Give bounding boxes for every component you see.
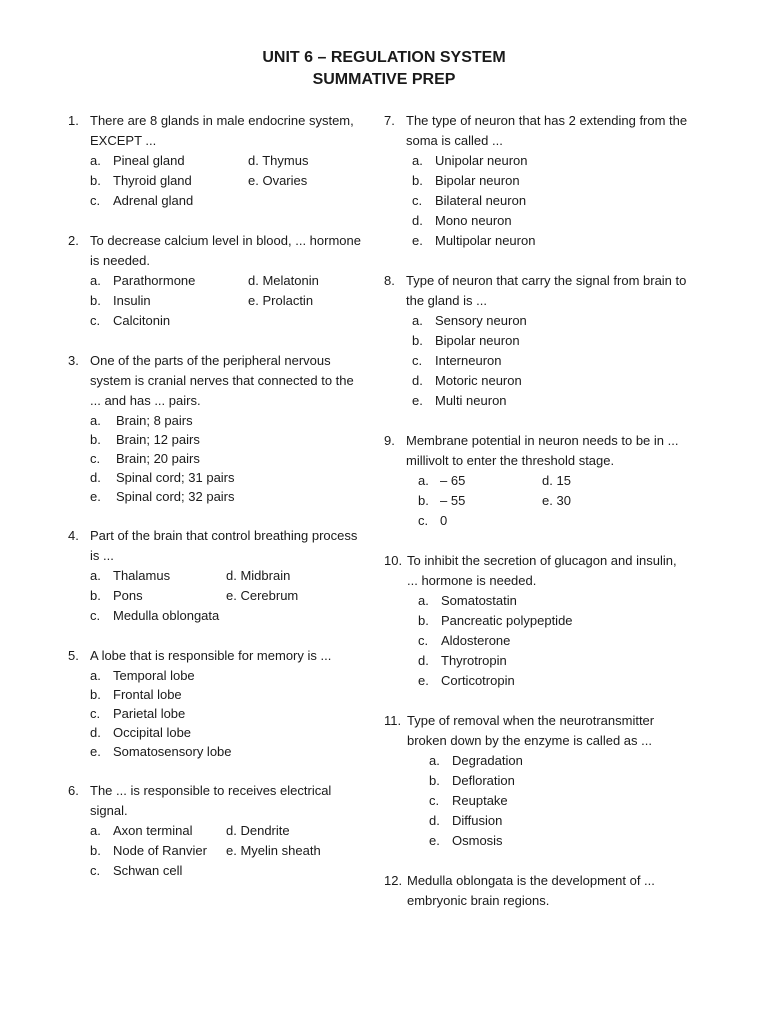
option-text: Multi neuron xyxy=(435,393,507,408)
option-letter: d. xyxy=(412,373,423,388)
option-text: Pancreatic polypeptide xyxy=(441,613,573,628)
option-letter: a. xyxy=(90,273,101,288)
options xyxy=(384,151,689,251)
option-text: Reuptake xyxy=(452,793,508,808)
option-letter: b. xyxy=(418,613,429,628)
question-number: 10. xyxy=(384,553,403,568)
option-letter: a. xyxy=(418,473,429,488)
question-2 xyxy=(68,231,368,331)
option-letter: b. xyxy=(90,432,101,447)
option-text: Corticotropin xyxy=(441,673,515,688)
option-text: Node of Ranvier xyxy=(113,843,207,858)
option-text: Spinal cord; 31 pairs xyxy=(116,470,235,485)
option-text: Motoric neuron xyxy=(435,373,522,388)
option-text: Brain; 8 pairs xyxy=(116,413,193,428)
options xyxy=(68,821,368,881)
question-number: 4. xyxy=(68,528,79,543)
option-letter: b. xyxy=(90,588,101,603)
option-text: Aldosterone xyxy=(441,633,511,648)
options xyxy=(68,411,368,506)
option-text: Frontal lobe xyxy=(113,687,182,702)
question-5 xyxy=(68,646,368,761)
option-letter: e. xyxy=(248,173,259,188)
option-text: Osmosis xyxy=(452,833,503,848)
question-number: 12. xyxy=(384,873,403,888)
option-letter: c. xyxy=(90,193,101,208)
question-text: To inhibit the secretion of glucagon and insulin, ... hormone is needed. xyxy=(407,553,677,588)
option-text: Schwan cell xyxy=(113,863,183,878)
option-letter: d. xyxy=(412,213,423,228)
options xyxy=(68,151,368,211)
option-text: Thyrotropin xyxy=(441,653,507,668)
options xyxy=(384,591,689,691)
option-letter: e. xyxy=(90,744,101,759)
question-12 xyxy=(384,871,689,911)
option-letter: b. xyxy=(412,173,423,188)
option-text: Thalamus xyxy=(113,568,171,583)
option-text: Bipolar neuron xyxy=(435,333,520,348)
option-text: Midbrain xyxy=(240,568,291,583)
option-text: Temporal lobe xyxy=(113,668,195,683)
option-letter: c. xyxy=(90,313,101,328)
option-letter: b. xyxy=(90,687,101,702)
question-text: The ... is responsible to receives electrical signal. xyxy=(90,783,332,818)
option-letter: e. xyxy=(248,293,259,308)
options xyxy=(68,271,368,331)
question-text: Membrane potential in neuron needs to be in ... millivolt to enter the threshold stage. xyxy=(406,433,679,468)
option-text: Parietal lobe xyxy=(113,706,186,721)
option-text: Interneuron xyxy=(435,353,502,368)
option-letter: a. xyxy=(412,313,423,328)
option-letter: a. xyxy=(90,153,101,168)
option-text: Pons xyxy=(113,588,143,603)
question-text: Type of neuron that carry the signal from brain to the gland is ... xyxy=(406,273,687,308)
options xyxy=(384,751,689,851)
question-number: 9. xyxy=(384,433,395,448)
option-letter: b. xyxy=(90,843,101,858)
option-letter: a. xyxy=(429,753,440,768)
option-letter: a. xyxy=(412,153,423,168)
option-letter: c. xyxy=(418,633,429,648)
title-line-1: UNIT 6 – REGULATION SYSTEM xyxy=(262,49,506,66)
option-text: Somatostatin xyxy=(441,593,517,608)
option-text: Sensory neuron xyxy=(435,313,527,328)
question-text: Type of removal when the neurotransmitter broken down by the enzyme is called as ... xyxy=(407,713,655,748)
options xyxy=(384,471,689,531)
option-text: Calcitonin xyxy=(113,313,171,328)
option-text: Spinal cord; 32 pairs xyxy=(116,489,235,504)
option-letter: b. xyxy=(412,333,423,348)
option-text: 0 xyxy=(440,513,448,528)
option-text: Unipolar neuron xyxy=(435,153,528,168)
option-letter: e. xyxy=(412,233,423,248)
option-letter: e. xyxy=(418,673,429,688)
option-letter: d. xyxy=(429,813,440,828)
options xyxy=(68,566,368,626)
option-text: Adrenal gland xyxy=(113,193,194,208)
option-text: Ovaries xyxy=(262,173,308,188)
option-letter: c. xyxy=(90,706,101,721)
option-text: Defloration xyxy=(452,773,515,788)
option-letter: d. xyxy=(248,153,259,168)
option-letter: a. xyxy=(90,568,101,583)
option-text: – 55 xyxy=(440,493,466,508)
option-letter: b. xyxy=(429,773,440,788)
option-letter: a. xyxy=(90,413,101,428)
question-text: One of the parts of the peripheral nervous system is cranial nerves that connected to the ... and has ... pairs. xyxy=(90,353,354,408)
option-letter: b. xyxy=(418,493,429,508)
question-number: 7. xyxy=(384,113,395,128)
option-letter: a. xyxy=(418,593,429,608)
question-number: 1. xyxy=(68,113,79,128)
option-letter: a. xyxy=(90,823,101,838)
option-letter: d. xyxy=(90,725,101,740)
question-number: 2. xyxy=(68,233,79,248)
option-letter: c. xyxy=(90,608,101,623)
option-letter: e. xyxy=(90,489,101,504)
question-number: 11. xyxy=(384,713,402,728)
question-text: The type of neuron that has 2 extending from the soma is called ... xyxy=(406,113,688,148)
question-number: 5. xyxy=(68,648,79,663)
document-title xyxy=(0,47,768,91)
option-letter: d. xyxy=(542,473,553,488)
title-line-2: SUMMATIVE PREP xyxy=(312,71,456,88)
question-text: There are 8 glands in male endocrine system, EXCEPT ... xyxy=(90,113,354,148)
option-text: Pineal gland xyxy=(113,153,185,168)
question-4 xyxy=(68,526,368,626)
question-text: To decrease calcium level in blood, ... hormone is needed. xyxy=(90,233,361,268)
question-9 xyxy=(384,431,689,531)
option-text: Multipolar neuron xyxy=(435,233,536,248)
option-letter: d. xyxy=(90,470,101,485)
question-number: 8. xyxy=(384,273,395,288)
option-letter: a. xyxy=(90,668,101,683)
question-10 xyxy=(384,551,689,691)
option-letter: c. xyxy=(412,353,423,368)
question-8 xyxy=(384,271,689,411)
option-letter: e. xyxy=(412,393,423,408)
option-text: Degradation xyxy=(452,753,523,768)
option-text: Diffusion xyxy=(452,813,503,828)
question-1 xyxy=(68,111,368,211)
right-column xyxy=(384,111,689,931)
option-letter: d. xyxy=(226,823,237,838)
option-letter: e. xyxy=(429,833,440,848)
option-text: – 65 xyxy=(440,473,466,488)
option-text: Mono neuron xyxy=(435,213,512,228)
question-text: Part of the brain that control breathing process is ... xyxy=(90,528,358,563)
option-letter: e. xyxy=(226,588,237,603)
option-letter: d. xyxy=(418,653,429,668)
question-text: A lobe that is responsible for memory is ... xyxy=(90,648,332,663)
option-text: 15 xyxy=(556,473,571,488)
question-3 xyxy=(68,351,368,506)
option-letter: e. xyxy=(542,493,553,508)
option-text: Parathormone xyxy=(113,273,196,288)
option-text: Medulla oblongata xyxy=(113,608,220,623)
option-text: Myelin sheath xyxy=(240,843,321,858)
option-letter: d. xyxy=(226,568,237,583)
question-6 xyxy=(68,781,368,881)
option-text: Insulin xyxy=(113,293,151,308)
question-11 xyxy=(384,711,689,851)
options xyxy=(384,311,689,411)
option-letter: b. xyxy=(90,293,101,308)
option-text: Brain; 12 pairs xyxy=(116,432,200,447)
option-letter: b. xyxy=(90,173,101,188)
option-text: Melatonin xyxy=(262,273,319,288)
question-text: Medulla oblongata is the development of ... embryonic brain regions. xyxy=(407,873,655,908)
option-letter: d. xyxy=(248,273,259,288)
option-text: Brain; 20 pairs xyxy=(116,451,200,466)
option-text: Prolactin xyxy=(262,293,314,308)
question-number: 3. xyxy=(68,353,79,368)
option-text: Somatosensory lobe xyxy=(113,744,232,759)
option-letter: c. xyxy=(418,513,429,528)
option-text: Occipital lobe xyxy=(113,725,192,740)
option-letter: c. xyxy=(412,193,423,208)
question-7 xyxy=(384,111,689,251)
option-text: Thyroid gland xyxy=(113,173,192,188)
option-text: Bilateral neuron xyxy=(435,193,527,208)
options xyxy=(68,666,368,761)
option-text: Dendrite xyxy=(240,823,290,838)
option-letter: c. xyxy=(429,793,440,808)
option-text: Thymus xyxy=(262,153,309,168)
option-letter: e. xyxy=(226,843,237,858)
option-text: Axon terminal xyxy=(113,823,193,838)
option-text: 30 xyxy=(556,493,571,508)
option-letter: c. xyxy=(90,863,101,878)
option-letter: c. xyxy=(90,451,101,466)
option-text: Cerebrum xyxy=(240,588,299,603)
question-number: 6. xyxy=(68,783,79,798)
left-column xyxy=(68,111,368,901)
option-text: Bipolar neuron xyxy=(435,173,520,188)
